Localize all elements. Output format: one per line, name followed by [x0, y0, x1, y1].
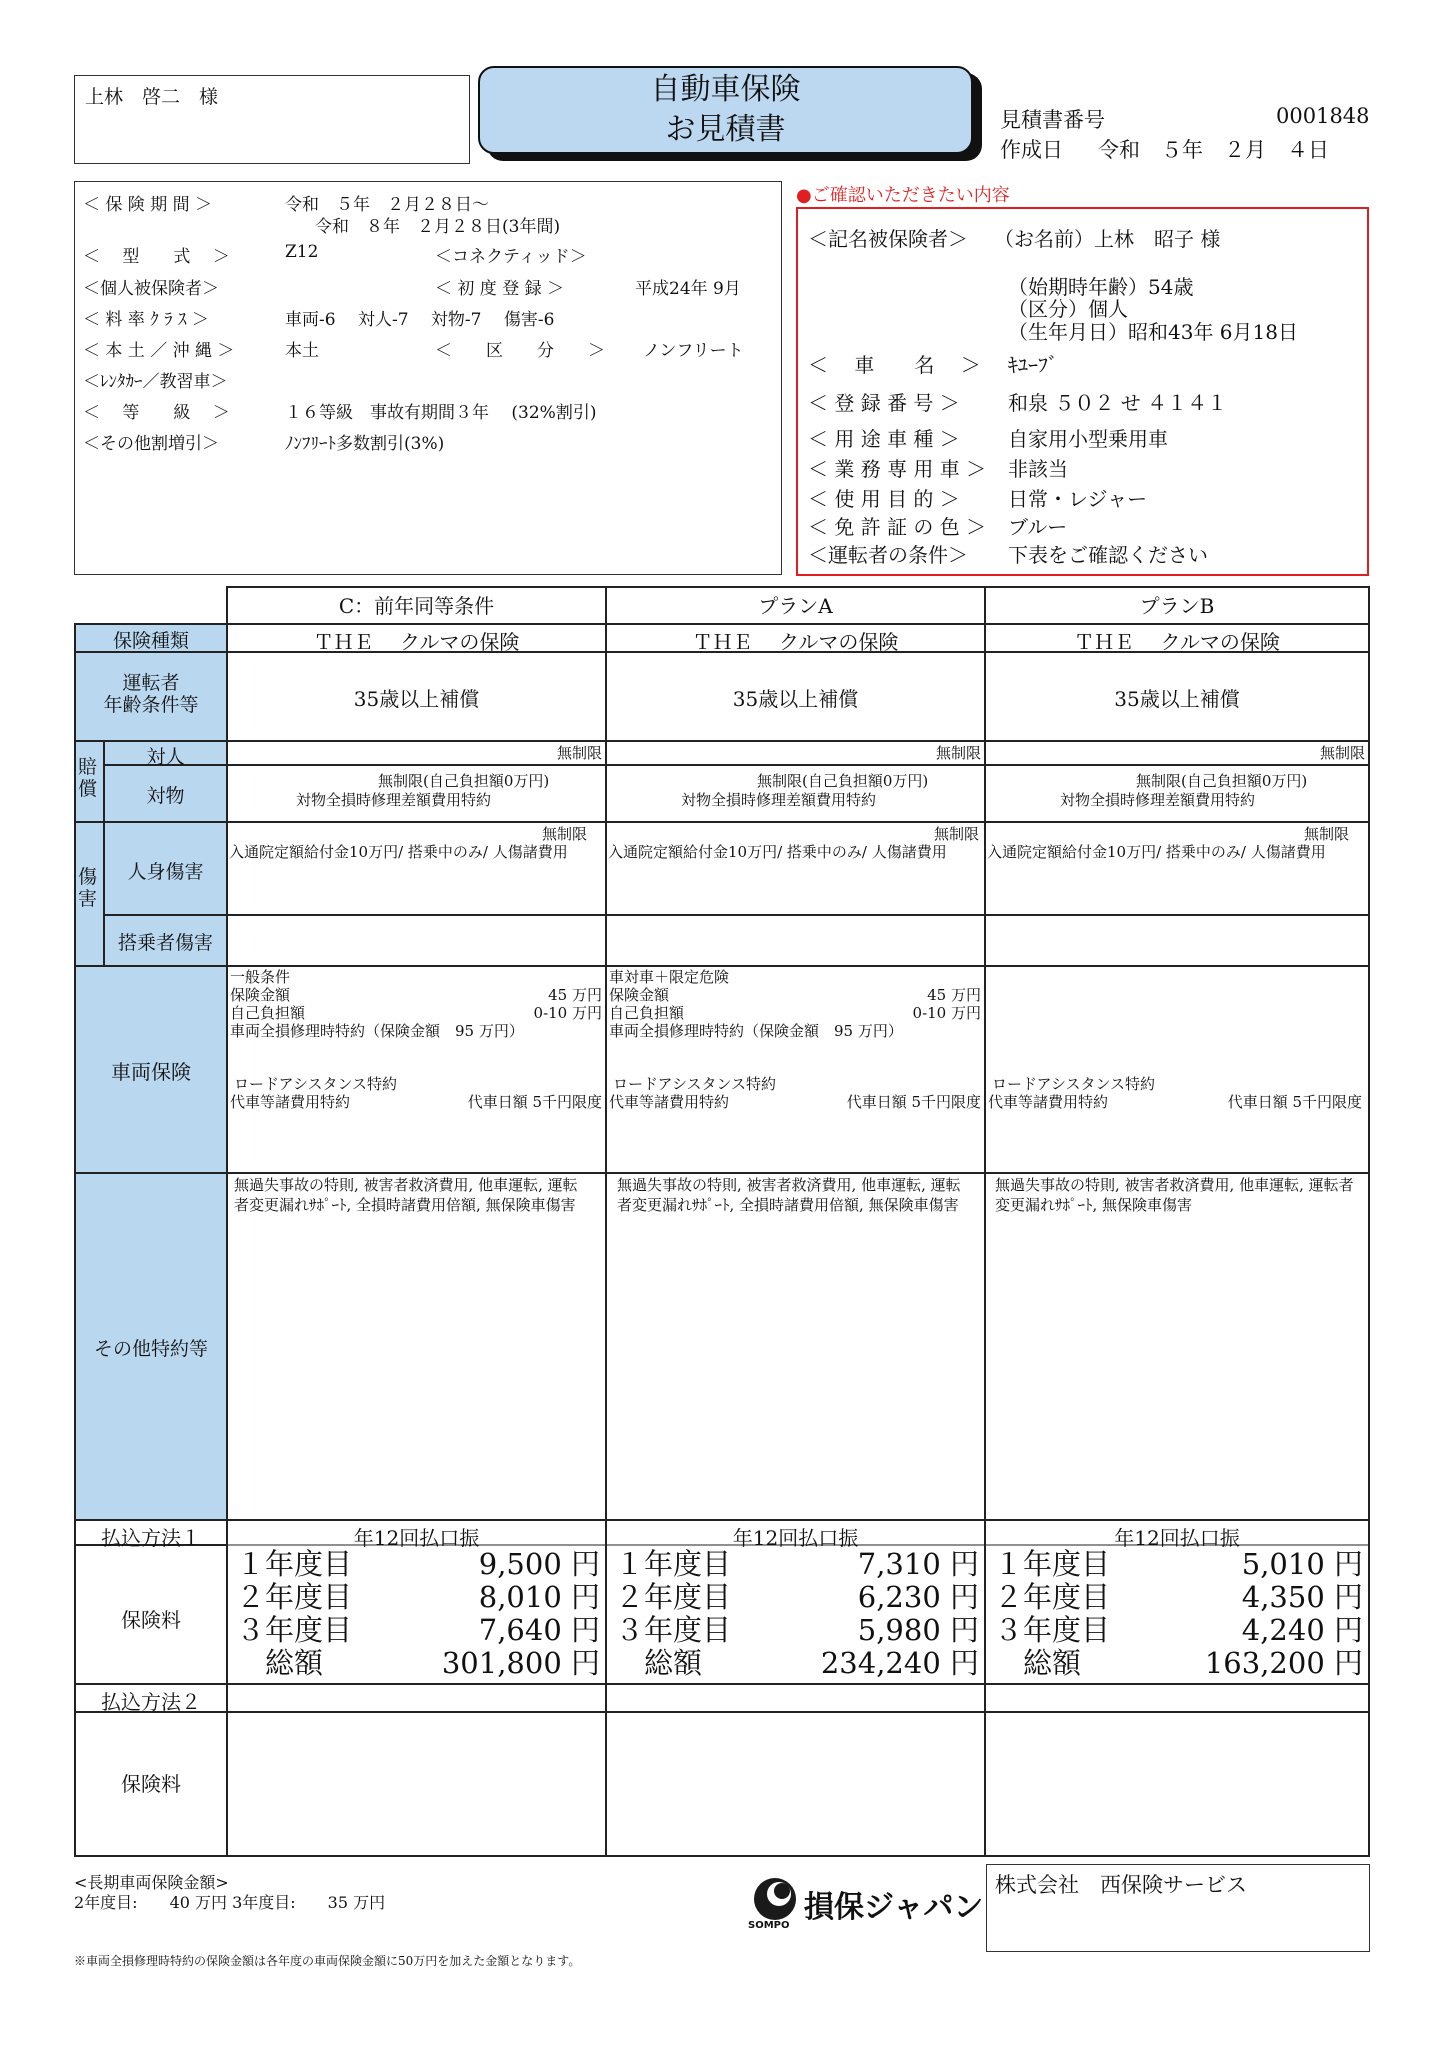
- plan-header-0: C：前年同等条件: [338, 594, 495, 618]
- premium-label-year2: ２年度目: [236, 1580, 353, 1614]
- driver-condition-label: ＜運転者の条件＞: [808, 543, 968, 567]
- plan-rental-cost: 代車等諸費用特約: [230, 1093, 351, 1111]
- row-label-property: 対物: [146, 785, 185, 807]
- license-color-label: ＜ 免 許 証 の 色 ＞: [808, 515, 987, 539]
- sompo-logo: [748, 1876, 984, 1934]
- premium-label-year2: ２年度目: [615, 1580, 732, 1614]
- confirm-heading: ●ご確認いただきたい内容: [796, 185, 1010, 206]
- agent-box: [986, 1864, 1370, 1952]
- grade-label: ＜ 等 級 ＞: [83, 403, 230, 423]
- premium-value-year1: 5,010 円: [1241, 1547, 1363, 1581]
- row-label-other: その他特約等: [93, 1338, 208, 1360]
- document-title: [478, 66, 973, 154]
- plan-vehicle-total-loss: 車両全損修理時特約（保険金額 95 万円）: [230, 1022, 524, 1040]
- premium-label-year1: １年度目: [615, 1547, 732, 1581]
- car-name-value: ｷﾕｰﾌﾞ: [1008, 353, 1058, 377]
- purpose-value: 日常・レジャー: [1008, 487, 1148, 511]
- created-date-label: 作成日: [1000, 138, 1063, 162]
- confirm-box: [796, 207, 1369, 576]
- premium-label-year3: ３年度目: [615, 1613, 732, 1647]
- division-value: ノンフリート: [643, 341, 744, 361]
- sompo-logo-text: 損保ジャパン: [804, 1890, 984, 1925]
- plan-personal-1: 無制限: [541, 825, 587, 843]
- plan-vehicle-type: 車対車＋限定危険: [609, 968, 730, 986]
- license-color-value: ブルー: [1008, 515, 1068, 539]
- plan-property-1: 無制限(自己負担額0万円): [378, 772, 550, 790]
- plan-vehicle-deductible: 0-10 万円: [912, 1004, 981, 1022]
- driver-condition-value: 下表をご確認ください: [1008, 543, 1208, 567]
- purpose-label: ＜ 使 用 目 的 ＞: [808, 487, 960, 511]
- named-insured-name: （お名前）上林 昭子 様: [994, 227, 1221, 251]
- created-date: 令和 ５年 ２月 ４日: [1098, 138, 1329, 162]
- named-insured-label: ＜記名被保険者＞: [808, 227, 968, 251]
- plan-vehicle-deductible-label: 自己負担額: [230, 1004, 306, 1022]
- premium-label-year1: １年度目: [994, 1547, 1111, 1581]
- premium-label-total: 総額: [236, 1646, 324, 1680]
- premium-value-year3: 7,640 円: [478, 1613, 600, 1647]
- plan-property-2: 対物全損時修理差額費用特約: [681, 791, 877, 809]
- plan-type: ＴＨＥ クルマの保険: [313, 630, 520, 654]
- premium-value-year1: 7,310 円: [857, 1547, 979, 1581]
- first-registration-value: 平成24年 9月: [635, 279, 741, 299]
- plan-type: ＴＨＥ クルマの保険: [1074, 630, 1280, 654]
- premium-label-year3: ３年度目: [994, 1613, 1111, 1647]
- policy-info-box: [74, 181, 782, 575]
- rental-school-label: ＜ﾚﾝﾀｶｰ／教習車＞: [83, 372, 228, 392]
- plan-property-2: 対物全損時修理差額費用特約: [1060, 791, 1256, 809]
- sompo-logo-icon: [752, 1876, 798, 1922]
- plan-vehicle-amount-label: 保険金額: [609, 986, 670, 1004]
- quote-number: 0001848: [1276, 104, 1370, 128]
- plate-value: 和泉 ５０２ せ ４１４１: [1008, 391, 1228, 415]
- connected-label: ＜コネクティッド＞: [435, 247, 587, 267]
- premium-value-year2: 4,350 円: [1241, 1580, 1363, 1614]
- division-label: ＜ 区 分 ＞: [435, 341, 605, 361]
- row-label-liability: 賠償: [78, 756, 98, 800]
- row-label-personal: 人身傷害: [127, 861, 204, 883]
- plan-property-1: 無制限(自己負担額0万円): [1136, 772, 1308, 790]
- rate-class-value: 車両-6 対人-7 対物-7 傷害-6: [285, 310, 555, 330]
- plan-rental-limit: 代車日額 5千円限度: [1227, 1093, 1362, 1111]
- grade-value: １６等級 事故有期間３年 (32%割引): [285, 403, 597, 423]
- premium-value-year3: 4,240 円: [1241, 1613, 1363, 1647]
- plan-road-assist: ロードアシスタンス特約: [992, 1075, 1156, 1093]
- plan-other-riders: 無過失事故の特則, 被害者救済費用, 他車運転, 運転者変更漏れｻﾎﾟｰﾄ, 全損時諸費用倍額, 無保険車傷害: [617, 1176, 961, 1214]
- row-label-premium1: 保険料: [121, 1608, 181, 1632]
- row-label-injury: 傷害: [78, 866, 98, 910]
- plan-rental-cost: 代車等諸費用特約: [988, 1093, 1109, 1111]
- rate-class-label: ＜ 料 率 ｸ ﾗ ｽ ＞: [83, 310, 209, 330]
- plan-rental-cost: 代車等諸費用特約: [609, 1093, 730, 1111]
- plan-vehicle-deductible-label: 自己負担額: [609, 1004, 685, 1022]
- row-label-pay1: 払込方法１: [101, 1526, 201, 1550]
- plan-age: 35歳以上補償: [353, 687, 480, 711]
- agent-name: 株式会社 西保険サービス: [995, 1873, 1247, 1897]
- premium-value-total: 163,200 円: [1204, 1646, 1363, 1680]
- plan-road-assist: ロードアシスタンス特約: [613, 1075, 777, 1093]
- other-discount-label: ＜その他割増引＞: [83, 434, 219, 454]
- title-line2: お見積書: [665, 112, 786, 147]
- insured-age: （始期時年齢）54歳: [1008, 275, 1194, 299]
- plan-property-2: 対物全損時修理差額費用特約: [296, 791, 492, 809]
- plan-bodily: 無制限: [1319, 744, 1365, 762]
- plan-pay-method: 年12回払口振: [1114, 1526, 1240, 1550]
- row-label-type: 保険種類: [112, 630, 189, 652]
- row-label-passenger: 搭乗者傷害: [117, 932, 213, 954]
- business-use-value: 非該当: [1008, 457, 1068, 481]
- premium-value-total: 301,800 円: [441, 1646, 600, 1680]
- individual-insured-label: ＜個人被保険者＞: [83, 279, 219, 299]
- premium-value-year2: 8,010 円: [478, 1580, 600, 1614]
- model-label: ＜ 型 式 ＞: [83, 247, 230, 267]
- plan-personal-1: 無制限: [933, 825, 979, 843]
- premium-label-total: 総額: [615, 1646, 703, 1680]
- premium-label-total: 総額: [994, 1646, 1082, 1680]
- plan-rental-limit: 代車日額 5千円限度: [467, 1093, 602, 1111]
- premium-label-year3: ３年度目: [236, 1613, 353, 1647]
- plan-pay-method: 年12回払口振: [732, 1526, 859, 1550]
- business-use-label: ＜ 業 務 専 用 車 ＞: [808, 457, 987, 481]
- car-name-label: ＜ 車 名 ＞: [808, 353, 981, 377]
- plate-label: ＜ 登 録 番 号 ＞: [808, 391, 960, 415]
- plan-personal-1: 無制限: [1303, 825, 1349, 843]
- insured-birth: （生年月日）昭和43年 6月18日: [1008, 320, 1298, 344]
- title-line1: 自動車保険: [650, 72, 801, 107]
- row-label-age: 運転者 年齢条件等: [103, 672, 199, 716]
- use-type-value: 自家用小型乗用車: [1008, 427, 1168, 451]
- other-discount-value: ﾉﾝﾌﾘｰﾄ多数割引(3%): [285, 434, 445, 454]
- use-type-label: ＜ 用 途 車 種 ＞: [808, 427, 960, 451]
- plan-rental-limit: 代車日額 5千円限度: [846, 1093, 981, 1111]
- sompo-logo-sub: SOMPO: [748, 1920, 790, 1931]
- plan-header-1: プランA: [758, 594, 833, 618]
- region-value: 本土: [285, 341, 319, 361]
- plan-vehicle-amount-label: 保険金額: [230, 986, 291, 1004]
- row-label-vehicle: 車両保険: [111, 1060, 191, 1084]
- premium-value-year1: 9,500 円: [478, 1547, 600, 1581]
- plan-vehicle-deductible: 0-10 万円: [533, 1004, 602, 1022]
- insured-category: （区分）個人: [1008, 297, 1128, 321]
- first-registration-label: ＜ 初 度 登 録 ＞: [435, 279, 565, 299]
- footer-note: ※車両全損修理時特約の保険金額は各年度の車両保険金額に50万円を加えた金額となります。: [74, 1954, 581, 1968]
- plan-bodily: 無制限: [935, 744, 981, 762]
- quote-number-label: 見積書番号: [1000, 108, 1105, 132]
- plan-other-riders: 無過失事故の特則, 被害者救済費用, 他車運転, 運転者変更漏れｻﾎﾟｰﾄ, 全損時諸費用倍額, 無保険車傷害: [234, 1176, 578, 1214]
- plan-header-2: プランB: [1139, 594, 1215, 618]
- row-label-premium2: 保険料: [121, 1772, 181, 1796]
- plan-type: ＴＨＥ クルマの保険: [692, 630, 899, 654]
- plan-age: 35歳以上補償: [732, 687, 859, 711]
- period-start: 令和 ５年 ２月２８日～: [285, 195, 489, 215]
- plan-vehicle-total-loss: 車両全損修理時特約（保険金額 95 万円）: [609, 1022, 903, 1040]
- long-term-values: 2年度目: 40 万円 3年度目: 35 万円: [74, 1893, 386, 1912]
- premium-value-total: 234,240 円: [820, 1646, 979, 1680]
- plan-personal-2: 入通院定額給付金10万円/ 搭乗中のみ/ 人傷諸費用: [229, 843, 568, 861]
- addressee-box: [74, 75, 470, 164]
- period-end: 令和 ８年 ２月２８日(3年間): [315, 217, 561, 237]
- addressee-name: 上林 啓二 様: [85, 86, 219, 108]
- premium-label-year2: ２年度目: [994, 1580, 1111, 1614]
- premium-value-year2: 6,230 円: [857, 1580, 979, 1614]
- model-value: Z12: [285, 242, 319, 262]
- plan-age: 35歳以上補償: [1114, 687, 1240, 711]
- plan-road-assist: ロードアシスタンス特約: [234, 1075, 398, 1093]
- long-term-label: <長期車両保険金額>: [74, 1873, 229, 1892]
- row-label-bodily: 対人: [146, 746, 185, 768]
- plan-personal-2: 入通院定額給付金10万円/ 搭乗中のみ/ 人傷諸費用: [608, 843, 947, 861]
- plan-other-riders: 無過失事故の特則, 被害者救済費用, 他車運転, 運転者変更漏れｻﾎﾟｰﾄ, 無保険車傷害: [995, 1176, 1354, 1214]
- plan-bodily: 無制限: [556, 744, 602, 762]
- premium-label-year1: １年度目: [236, 1547, 353, 1581]
- region-label: ＜ 本 土 ／ 沖 縄 ＞: [83, 341, 235, 361]
- plan-pay-method: 年12回払口振: [353, 1526, 480, 1550]
- period-label: ＜ 保 険 期 間 ＞: [83, 195, 213, 215]
- plan-personal-2: 入通院定額給付金10万円/ 搭乗中のみ/ 人傷諸費用: [987, 843, 1326, 861]
- plan-vehicle-amount: 45 万円: [927, 986, 981, 1004]
- premium-value-year3: 5,980 円: [857, 1613, 979, 1647]
- row-label-pay2: 払込方法２: [101, 1690, 201, 1714]
- plan-vehicle-type: 一般条件: [230, 968, 291, 986]
- plan-property-1: 無制限(自己負担額0万円): [757, 772, 929, 790]
- plan-vehicle-amount: 45 万円: [548, 986, 602, 1004]
